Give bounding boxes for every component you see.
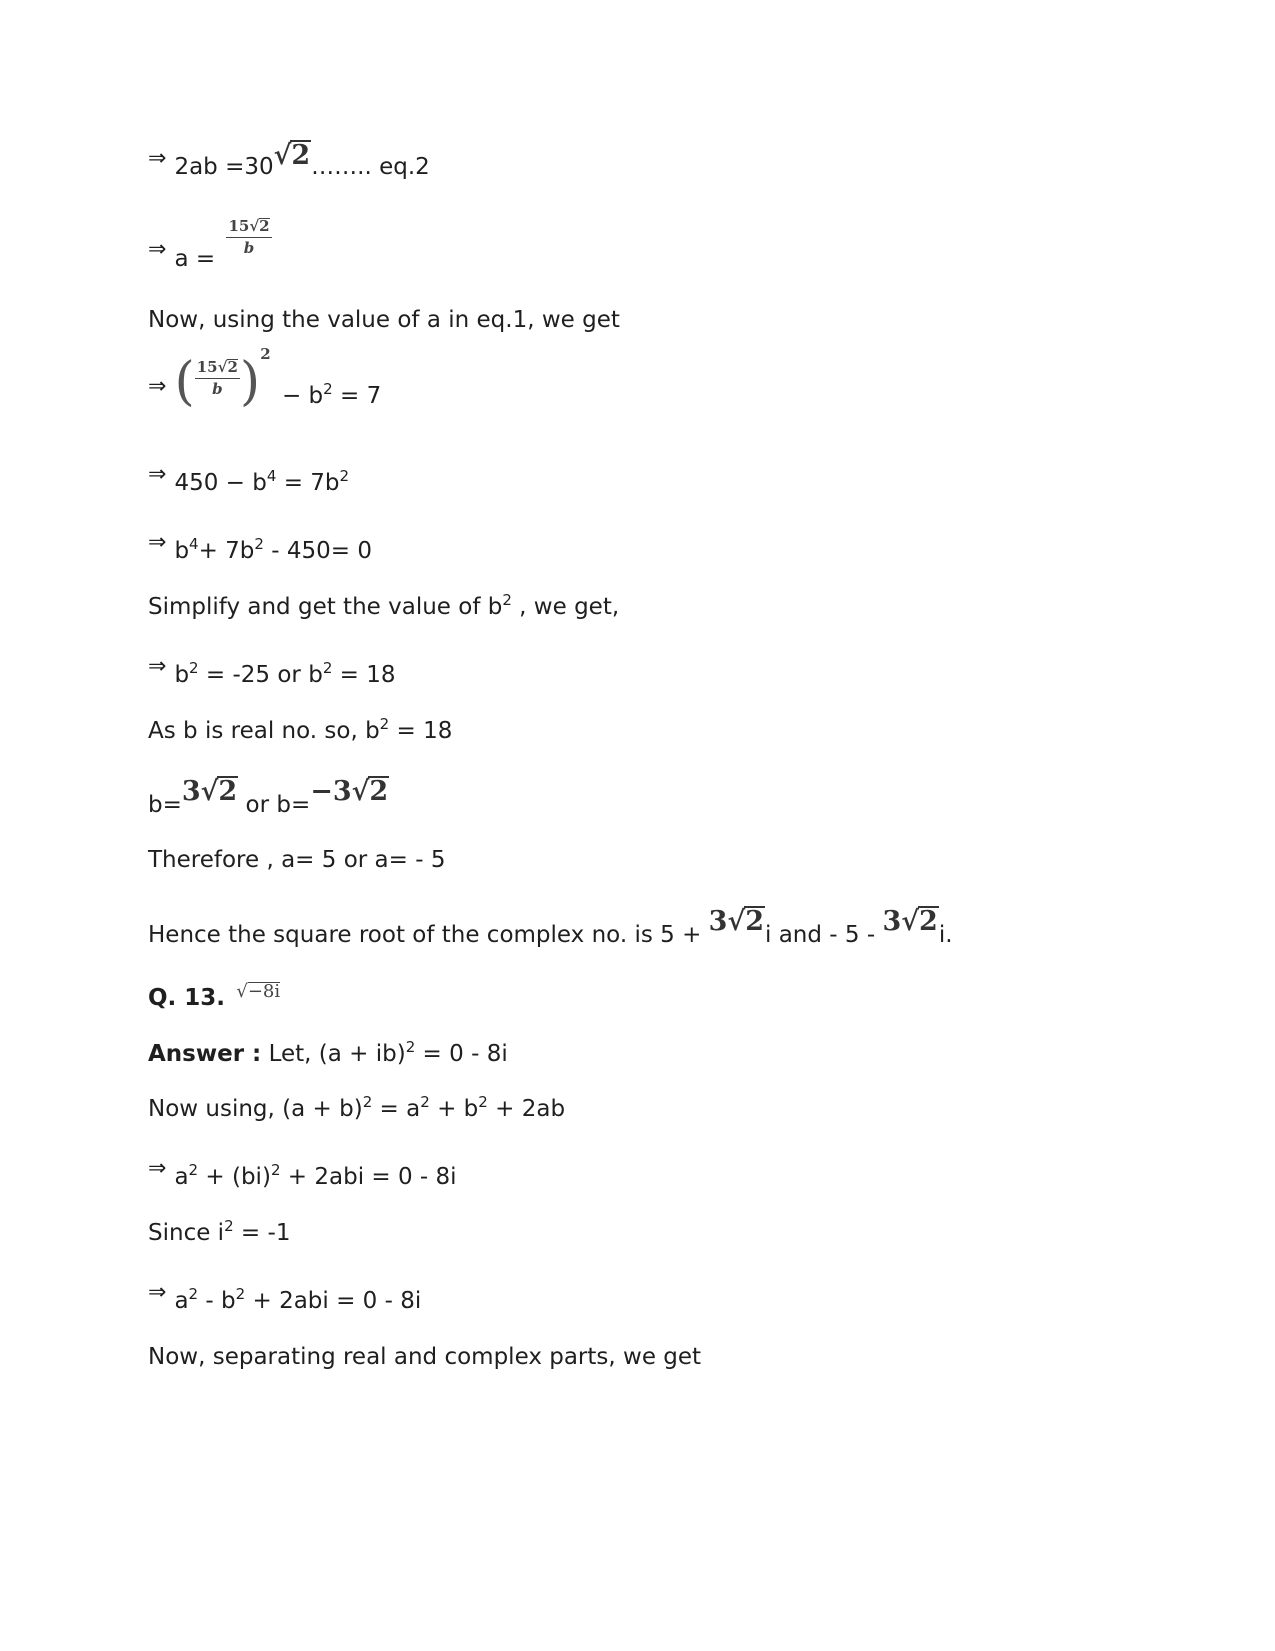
implies-icon: ⇒	[148, 1156, 167, 1181]
implies-icon: ⇒	[148, 374, 167, 399]
text-line: Now, using the value of a in eq.1, we get	[148, 307, 620, 333]
fraction-numerator: 15√2	[226, 218, 271, 238]
implies-icon: ⇒	[148, 237, 167, 262]
sqrt-expression: −3√2	[310, 776, 389, 807]
sqrt-expression: 3√2	[882, 906, 938, 937]
eq-text: − $b^2 = 7$	[281, 380, 382, 409]
sqrt-icon: √	[200, 776, 219, 807]
fraction-numerator: 15√2	[195, 359, 240, 379]
equation-line-b: b=3√2 or b=−3√2	[148, 776, 389, 818]
answer-label: Answer :	[148, 1041, 262, 1067]
sqrt-icon: √	[351, 776, 370, 807]
eq-text: 2ab =30	[174, 154, 274, 180]
equation-line: ⇒ $450 - b^4 = 7b^2$	[148, 462, 350, 496]
eq-text: a =	[174, 246, 223, 272]
fraction	[226, 218, 271, 257]
text-line: Now using, $(a + b)^2 = a^2 + b^2 + 2ab$	[148, 1093, 566, 1122]
implies-icon: ⇒	[148, 1280, 167, 1305]
sqrt-icon: √	[249, 217, 260, 235]
text-line: Now, separating real and complex parts, we get	[148, 1344, 702, 1370]
question-number: Q. 13.	[148, 985, 226, 1011]
implies-icon: ⇒	[148, 654, 167, 679]
sqrt-icon: √	[217, 358, 228, 376]
text-line: Simplify and get the value of $b^2$ , we get,	[148, 591, 620, 620]
fraction-denominator: b	[212, 380, 223, 398]
text-line: Since $i^2 = -1$	[148, 1217, 291, 1246]
power: 2	[260, 345, 271, 363]
implies-icon: ⇒	[148, 146, 167, 171]
conclusion-line: Hence the square root of the complex no. is 5 + 3√2i and - 5 - 3√2i.	[148, 906, 953, 948]
eq-label: …….. eq.2	[311, 154, 430, 180]
sqrt-icon: √	[236, 981, 248, 1002]
equation-line: ⇒ $a^2 - b^2 + 2abi = 0 - 8i$	[148, 1280, 422, 1314]
sqrt-expression	[274, 140, 312, 171]
implies-icon: ⇒	[148, 530, 167, 555]
sqrt-expression: 3√2	[181, 776, 238, 807]
radicand: 2	[291, 140, 311, 171]
question-heading	[148, 983, 280, 1015]
text-line: As b is real no. so, $b^2 = 18$	[148, 715, 453, 744]
text-line: Therefore , a= 5 or a= - 5	[148, 847, 446, 873]
equation-line-squared: ⇒ ( $\frac{15√2}{b}$ )$^2 - b^2 = 7$	[148, 345, 382, 412]
sqrt-icon: √	[727, 906, 746, 937]
equation-line: ⇒ $b^4+ 7b^2 - 450= 0$	[148, 530, 373, 564]
sqrt-expression: 3√2	[708, 906, 765, 937]
answer-line: Answer : Let, (a + ib)$^2$ = 0 - 8i	[148, 1038, 508, 1067]
sqrt-icon: √	[273, 140, 292, 171]
sqrt-expression: √−8i	[236, 981, 281, 1002]
fraction	[195, 359, 240, 398]
implies-icon: ⇒	[148, 462, 167, 487]
equation-line: ⇒ $b^2 = -25$ or $b^2 = 18$	[148, 654, 396, 688]
equation-line-2ab	[148, 140, 430, 183]
equation-line-a	[148, 217, 272, 272]
equation-line: ⇒ $a^2 + (bi)^2 + 2abi = 0 - 8i$	[148, 1156, 457, 1190]
sqrt-icon: √	[901, 906, 920, 937]
fraction-denominator: b	[243, 239, 255, 257]
